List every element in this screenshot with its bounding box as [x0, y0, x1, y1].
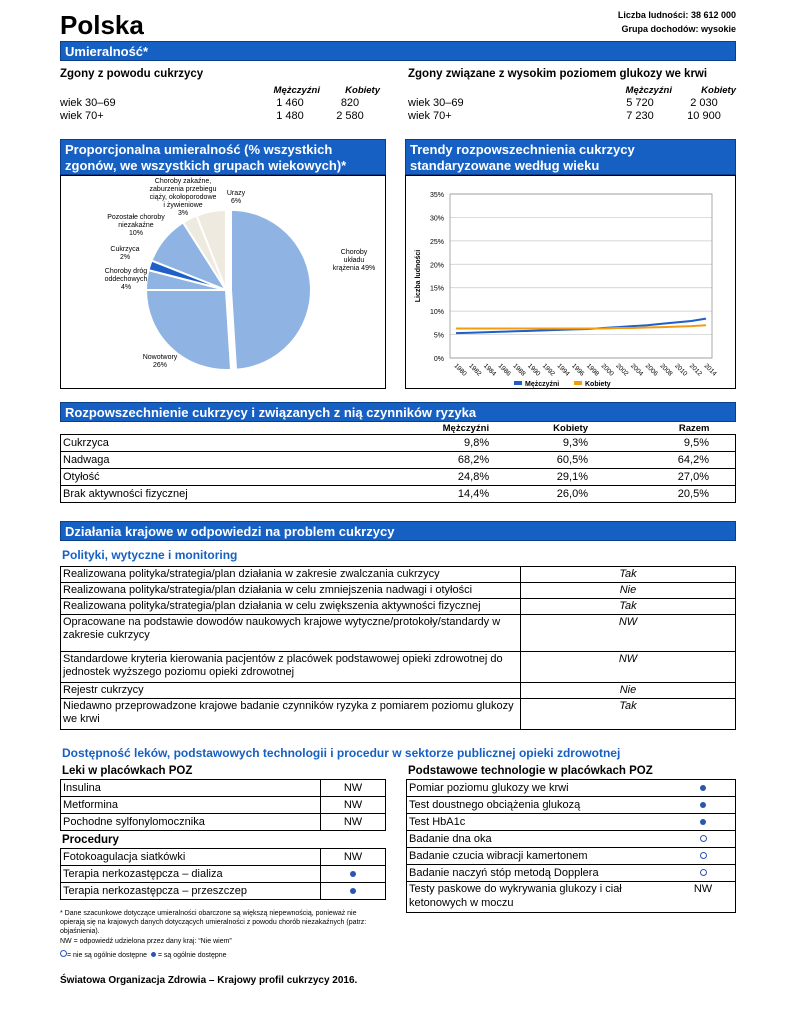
procedures-title: Procedury	[62, 834, 119, 846]
table-row	[61, 599, 736, 615]
pie-label-other-ncd: Pozostałe choroby niezakaźne 10%	[107, 214, 165, 237]
table-row	[407, 882, 736, 913]
x-tick-label: 1996	[570, 362, 586, 378]
x-tick-label: 2006	[643, 362, 659, 378]
x-tick-label: 1988	[511, 362, 527, 378]
legend-swatch	[574, 381, 582, 385]
technology-label: Badanie dna oka	[407, 831, 672, 848]
policy-label: Realizowana polityka/strategia/plan działania w celu zwiększenia aktywności fizycznej	[61, 599, 521, 615]
technology-value: NW	[671, 882, 736, 913]
women-value: 820	[340, 97, 360, 109]
table-row	[61, 469, 736, 486]
procedure-value: NW	[321, 849, 386, 866]
policy-label: Standardowe kryteria kierowania pacjentów z placówek podstawowej opieki zdrowotnej do jednostek wyższego poziomu opieki zdrowotnej	[61, 652, 521, 683]
line-chart-frame	[405, 175, 736, 389]
x-tick-label: 2002	[614, 362, 630, 378]
x-tick-label: 1990	[526, 362, 542, 378]
technology-label: Test doustnego obciążenia glukozą	[407, 797, 672, 814]
filled-dot-icon	[151, 952, 156, 957]
y-tick-label: 5%	[433, 332, 444, 340]
women-value: 29,1%	[493, 469, 606, 486]
national-response-header: Działania krajowe w odpowiedzi na problem cukrzycy	[60, 521, 736, 541]
footer-source: Światowa Organizacja Zdrowia – Krajowy profil cukrzycy 2016.	[60, 975, 358, 986]
table-row	[61, 435, 736, 452]
y-tick-label: 10%	[429, 309, 444, 317]
age-label: wiek 30–69	[60, 97, 116, 109]
policy-label: Rejestr cukrzycy	[61, 683, 521, 699]
population	[560, 10, 736, 20]
mortality-section-header: Umieralność*	[60, 41, 736, 61]
table-row	[408, 97, 736, 110]
procedure-label: Terapia nerkozastępcza – przeszczep	[61, 883, 321, 900]
footnote-nw: NW = odpowiedź udzielona przez dany kraj: “Nie wiem”	[60, 938, 232, 945]
medicine-label: Metformina	[61, 797, 321, 814]
series-line-1	[456, 325, 706, 328]
table-row	[407, 797, 736, 814]
technology-label: Badanie naczyń stóp metodą Dopplera	[407, 865, 672, 882]
income-group	[560, 24, 736, 34]
x-tick-label: 2010	[673, 362, 689, 378]
policy-value: NW	[521, 615, 736, 652]
table-row	[61, 883, 386, 900]
policy-label: Opracowane na podstawie dowodów naukowych krajowe wytyczne/protokoły/standardy w zakresie cukrzycy	[61, 615, 521, 652]
age-label: wiek 70+	[408, 110, 452, 122]
men-value: 7 230	[626, 110, 654, 122]
table-row	[61, 567, 736, 583]
table-row	[407, 865, 736, 882]
proportional-mortality-header: Proporcjonalna umieralność (% wszystkich zgonów, we wszystkich grupach wiekowych)*	[60, 139, 386, 175]
glucose-deaths-table	[408, 84, 736, 123]
policy-value: Tak	[521, 599, 736, 615]
table-row	[61, 849, 386, 866]
y-tick-label: 20%	[429, 262, 444, 270]
y-tick-label: 30%	[429, 215, 444, 223]
table-row	[61, 486, 736, 503]
table-row	[408, 110, 736, 123]
pie-chart-frame	[60, 175, 386, 389]
open-dot-icon	[700, 835, 707, 842]
filled-dot-icon	[700, 802, 706, 808]
open-dot-icon	[700, 852, 707, 859]
x-tick-label: 1986	[496, 362, 512, 378]
policy-value: Nie	[521, 583, 736, 599]
pie-label-cancer: Nowotwory 26%	[142, 354, 178, 369]
y-tick-label: 25%	[429, 238, 444, 246]
income-value: wysokie	[700, 24, 736, 34]
population-label: Liczba ludności:	[617, 10, 689, 20]
col-women: Kobiety	[345, 85, 380, 96]
line-chart	[406, 176, 735, 388]
women-value: 26,0%	[493, 486, 606, 503]
footnote-mortality: * Dane szacunkowe dotyczące umieralności obarczone są większą niepewnością, ponieważ nie opierają się na krajowych danych dotyczących umieralności z powodu chorób niezakaźnych (patrz: objaśnienia).	[60, 910, 367, 935]
legend-open: = nie są ogólnie dostępne	[67, 952, 147, 959]
women-value: 2 580	[336, 110, 364, 122]
policy-value: NW	[521, 652, 736, 683]
table-row	[61, 797, 386, 814]
medicine-label: Insulina	[61, 780, 321, 797]
pie-label-injuries: Urazy 6%	[226, 190, 246, 205]
medicine-value: NW	[321, 814, 386, 831]
risk-label: Otyłość	[61, 469, 393, 486]
table-row	[61, 683, 736, 699]
total-value: 9,5%	[606, 435, 736, 452]
plot-area	[450, 194, 712, 358]
men-value: 14,4%	[393, 486, 493, 503]
technology-label: Badanie czucia wibracji kamertonem	[407, 848, 672, 865]
table-row	[61, 452, 736, 469]
technologies-table	[406, 779, 736, 913]
diabetes-deaths-title: Zgony z powodu cukrzycy	[60, 68, 204, 80]
medicines-table	[60, 779, 386, 831]
x-tick-label: 2004	[629, 362, 645, 378]
pie-slice-0	[231, 210, 311, 370]
technology-label: Test HbA1c	[407, 814, 672, 831]
legend-swatch	[514, 381, 522, 385]
policy-value: Tak	[521, 567, 736, 583]
table-row	[61, 866, 386, 883]
medicine-label: Pochodne sylfonylomocznika	[61, 814, 321, 831]
men-value: 24,8%	[393, 469, 493, 486]
technology-label: Pomiar poziomu glukozy we krwi	[407, 780, 672, 797]
glucose-deaths-title: Zgony związane z wysokim poziomem glukozy we krwi	[408, 68, 708, 80]
men-value: 5 720	[626, 97, 654, 109]
total-value: 20,5%	[606, 486, 736, 503]
risk-label: Cukrzyca	[61, 435, 393, 452]
risk-factors-table	[60, 422, 736, 503]
table-row	[61, 814, 386, 831]
filled-dot-icon	[350, 871, 356, 877]
trends-header: Trendy rozpowszechnienia cukrzycy standaryzowane według wieku	[405, 139, 736, 175]
table-row	[60, 110, 380, 123]
procedure-label: Fotokoagulacja siatkówki	[61, 849, 321, 866]
x-tick-label: 1992	[540, 362, 557, 378]
table-row	[61, 583, 736, 599]
income-label: Grupa dochodów:	[621, 24, 699, 34]
legend-label: Mężczyźni	[525, 381, 560, 388]
filled-dot-icon	[700, 785, 706, 791]
col-men: Mężczyźni	[273, 85, 320, 96]
y-tick-label: 0%	[433, 356, 444, 363]
age-label: wiek 70+	[60, 110, 104, 122]
pie-label-infectious: Choroby zakaźne, zaburzenia przebiegu ciąży, okołoporodowe i żywieniowe 3%	[149, 178, 217, 217]
medicine-value: NW	[321, 780, 386, 797]
risk-factors-header: Rozpowszechnienie cukrzycy i związanych z nią czynników ryzyka	[60, 402, 736, 422]
men-value: 68,2%	[393, 452, 493, 469]
men-value: 1 480	[276, 110, 304, 122]
x-tick-label: 2000	[599, 362, 615, 378]
technology-label: Testy paskowe do wykrywania glukozy i ciał ketonowych w moczu	[407, 882, 672, 913]
pie-label-diabetes: Cukrzyca 2%	[110, 246, 140, 261]
table-row	[407, 780, 736, 797]
x-tick-label: 1994	[555, 362, 571, 378]
x-tick-label: 1980	[452, 362, 468, 378]
procedure-label: Terapia nerkozastępcza – dializa	[61, 866, 321, 883]
risk-label: Nadwaga	[61, 452, 393, 469]
col-women: Kobiety	[553, 422, 588, 434]
access-title: Dostępność leków, podstawowych technologii i procedur w sektorze publicznej opieki zdrowotnej	[62, 746, 621, 760]
y-tick-label: 35%	[429, 192, 444, 199]
table-row	[61, 699, 736, 730]
policy-label: Niedawno przeprowadzone krajowe badanie czynników ryzyka z pomiarem poziomu glukozy we krwi	[61, 699, 521, 730]
open-dot-icon	[60, 950, 67, 957]
filled-dot-icon	[350, 888, 356, 894]
open-dot-icon	[700, 869, 707, 876]
diabetes-deaths-table	[60, 84, 380, 123]
legend-label: Kobiety	[585, 381, 611, 388]
men-value: 9,8%	[393, 435, 493, 452]
table-row	[61, 652, 736, 683]
legend	[60, 950, 227, 959]
table-row	[407, 848, 736, 865]
table-row	[61, 615, 736, 652]
filled-dot-icon	[700, 819, 706, 825]
population-value: 38 612 000	[690, 10, 736, 20]
policies-table	[60, 566, 736, 730]
policy-value: Nie	[521, 683, 736, 699]
x-tick-label: 2012	[687, 362, 704, 378]
col-men: Mężczyźni	[442, 422, 490, 434]
women-value: 2 030	[690, 97, 718, 109]
x-tick-label: 1984	[481, 362, 498, 378]
table-row	[407, 814, 736, 831]
medicines-title: Leki w placówkach POZ	[62, 765, 193, 777]
total-value: 27,0%	[606, 469, 736, 486]
x-tick-label: 1982	[467, 362, 483, 378]
women-value: 9,3%	[493, 435, 606, 452]
women-value: 10 900	[687, 110, 721, 122]
country-title: Polska	[60, 10, 144, 40]
col-women: Kobiety	[701, 85, 736, 96]
pie-label-cardiovascular: Choroby układu krążenia 49%	[332, 249, 376, 272]
procedures-table	[60, 848, 386, 900]
risk-label: Brak aktywności fizycznej	[61, 486, 393, 503]
policy-value: Tak	[521, 699, 736, 730]
legend-filled: = są ogólnie dostępne	[157, 952, 227, 959]
policies-title: Polityki, wytyczne i monitoring	[62, 548, 238, 562]
col-total: Razem	[678, 422, 710, 434]
technologies-title: Podstawowe technologie w placówkach POZ	[408, 765, 653, 777]
x-tick-label: 2014	[702, 362, 718, 378]
table-row	[61, 780, 386, 797]
men-value: 1 460	[276, 97, 304, 109]
x-tick-label: 2008	[658, 362, 674, 378]
pie-label-respiratory: Choroby dróg oddechowych 4%	[104, 268, 148, 291]
table-row	[407, 831, 736, 848]
x-tick-label: 1998	[584, 362, 601, 378]
policy-label: Realizowana polityka/strategia/plan działania w zakresie zwalczania cukrzycy	[61, 567, 521, 583]
women-value: 60,5%	[493, 452, 606, 469]
medicine-value: NW	[321, 797, 386, 814]
age-label: wiek 30–69	[408, 97, 464, 109]
y-axis-label: Liczba ludności	[415, 249, 422, 303]
col-men: Mężczyźni	[625, 85, 672, 96]
table-row	[60, 97, 380, 110]
y-tick-label: 15%	[429, 285, 444, 293]
total-value: 64,2%	[606, 452, 736, 469]
policy-label: Realizowana polityka/strategia/plan działania w celu zmniejszenia nadwagi i otyłości	[61, 583, 521, 599]
